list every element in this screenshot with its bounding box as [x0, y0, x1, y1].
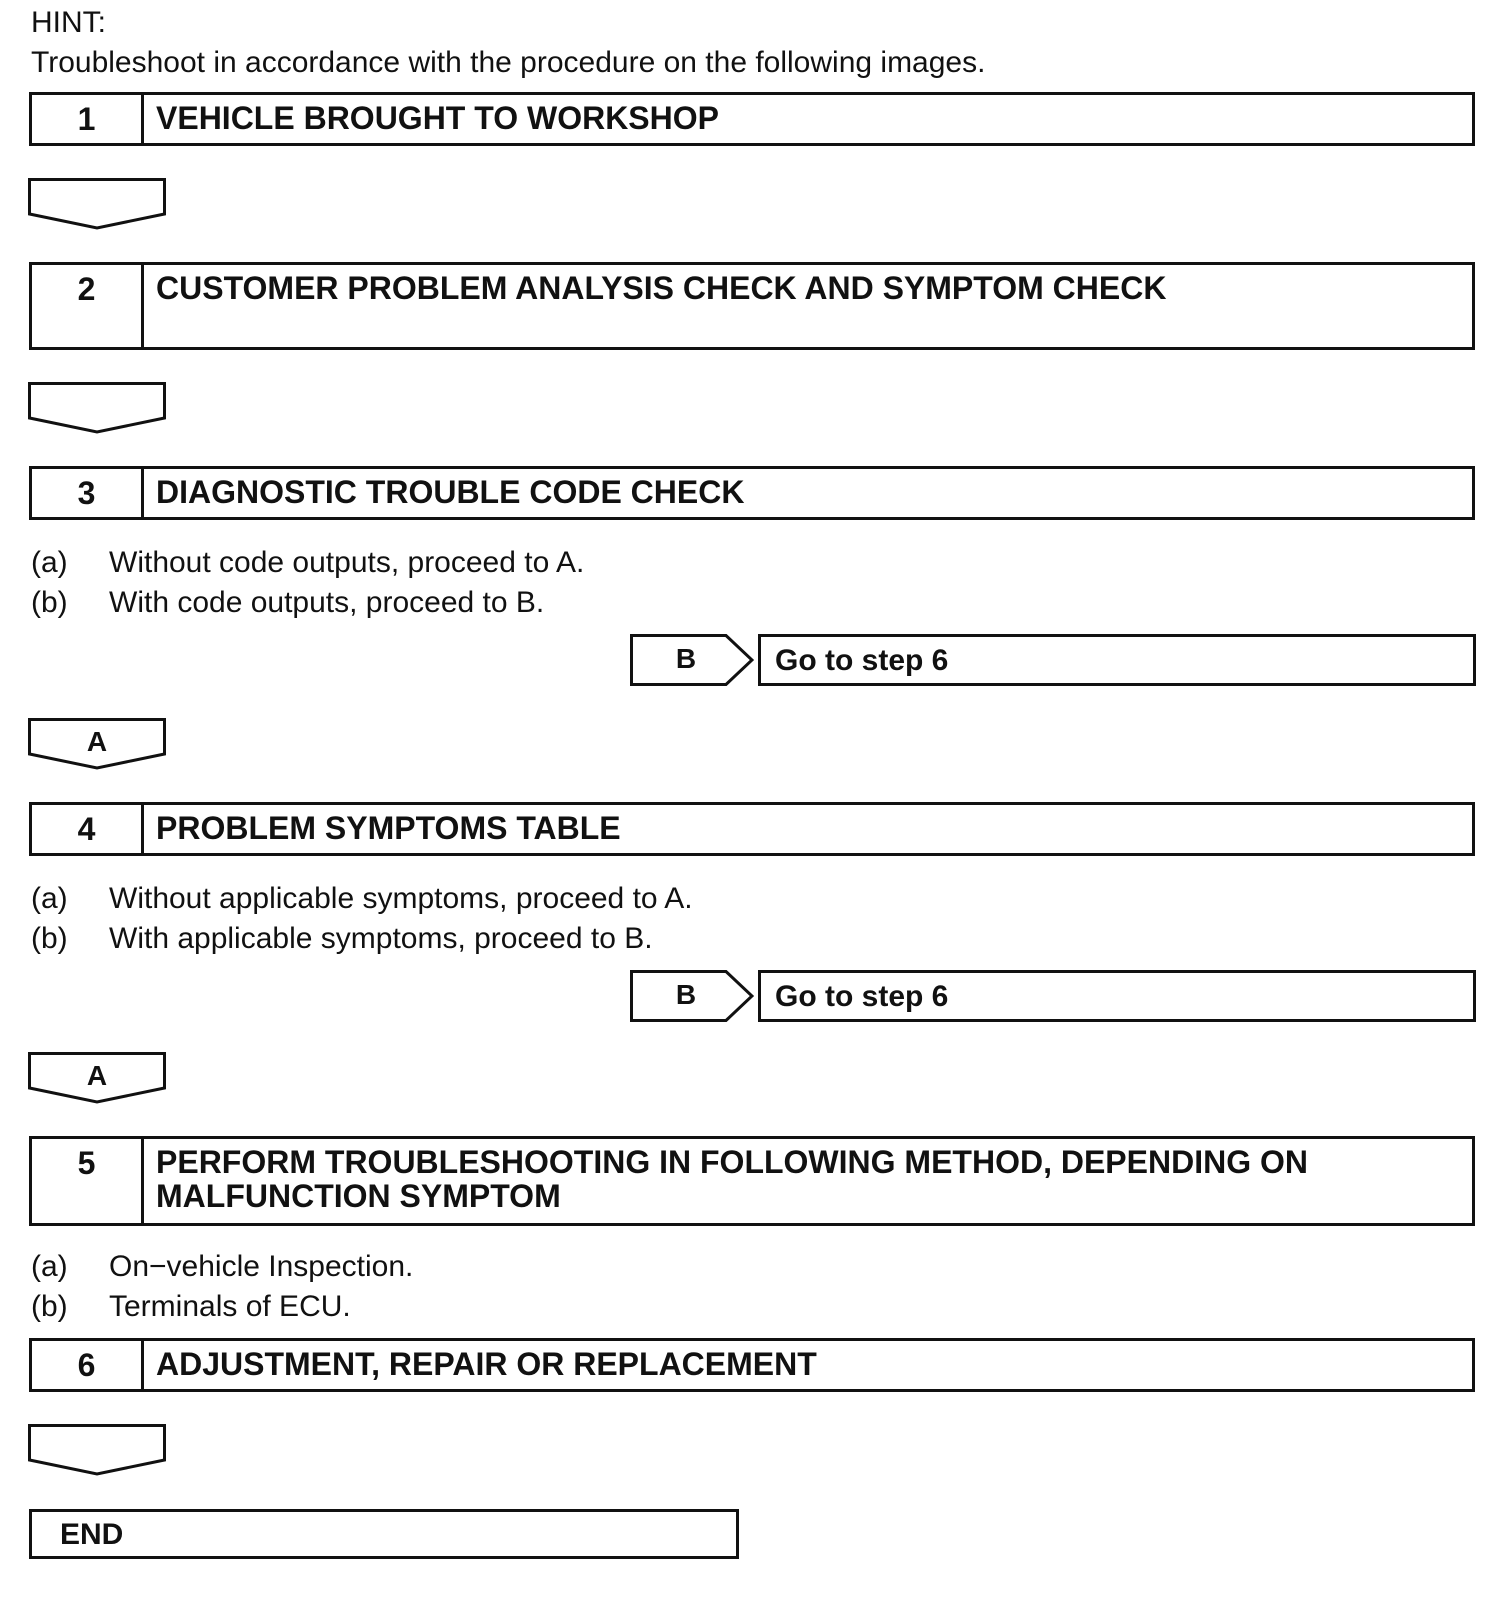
continue-label: A: [86, 726, 108, 757]
hint-text: Troubleshoot in accordance with the procedure on the following images.: [31, 46, 986, 79]
item-letter: (b): [31, 922, 68, 955]
end-box: END: [29, 1509, 739, 1559]
step-title: ADJUSTMENT, REPAIR OR REPLACEMENT: [156, 1346, 817, 1382]
flow-arrow-down-icon: [28, 178, 166, 230]
step-5-item-b: [31, 1290, 351, 1324]
step-2: [29, 262, 1475, 350]
flow-arrow-down-icon: [28, 382, 166, 434]
step-number: 3: [32, 469, 144, 517]
item-text: Terminals of ECU.: [109, 1290, 351, 1323]
step-4-item-a: [31, 882, 693, 916]
branch-label: B: [675, 979, 697, 1010]
step-4-branch-b: [630, 970, 1476, 1022]
step-4-item-b: [31, 922, 653, 956]
item-text: With code outputs, proceed to B.: [109, 586, 545, 619]
item-text: On−vehicle Inspection.: [109, 1250, 414, 1283]
step-title: VEHICLE BROUGHT TO WORKSHOP: [156, 100, 719, 136]
item-text: Without code outputs, proceed to A.: [109, 546, 585, 579]
step-number: 2: [32, 265, 144, 347]
step-number: 1: [32, 95, 144, 143]
branch-target: Go to step 6: [758, 970, 1476, 1022]
continue-arrow-a: [28, 1052, 166, 1104]
branch-target: Go to step 6: [758, 634, 1476, 686]
step-1: [29, 92, 1475, 146]
step-6: [29, 1338, 1475, 1392]
step-number: 5: [32, 1139, 144, 1223]
item-text: With applicable symptoms, proceed to B.: [109, 922, 653, 955]
step-3-branch-b: [630, 634, 1476, 686]
item-letter: (a): [31, 1250, 68, 1283]
continue-arrow-a: [28, 718, 166, 770]
step-title: PERFORM TROUBLESHOOTING IN FOLLOWING METHOD, DEPENDING ON MALFUNCTION SYMPTOM: [156, 1144, 1308, 1214]
item-letter: (b): [31, 1290, 68, 1323]
step-5: [29, 1136, 1475, 1226]
branch-label: B: [675, 643, 697, 674]
item-text: Without applicable symptoms, proceed to A.: [109, 882, 693, 915]
item-letter: (a): [31, 546, 68, 579]
step-number: 4: [32, 805, 144, 853]
item-letter: (a): [31, 882, 68, 915]
step-number: 6: [32, 1341, 144, 1389]
step-title: CUSTOMER PROBLEM ANALYSIS CHECK AND SYMPTOM CHECK: [156, 270, 1167, 306]
step-5-item-a: [31, 1250, 413, 1284]
step-title: DIAGNOSTIC TROUBLE CODE CHECK: [156, 474, 745, 510]
item-letter: (b): [31, 586, 68, 619]
step-4: [29, 802, 1475, 856]
step-3: [29, 466, 1475, 520]
step-3-item-a: [31, 546, 584, 580]
step-3-item-b: [31, 586, 544, 620]
hint-label: HINT:: [31, 6, 106, 39]
step-title: PROBLEM SYMPTOMS TABLE: [156, 810, 621, 846]
flow-arrow-down-icon: [28, 1424, 166, 1476]
continue-label: A: [86, 1060, 108, 1091]
